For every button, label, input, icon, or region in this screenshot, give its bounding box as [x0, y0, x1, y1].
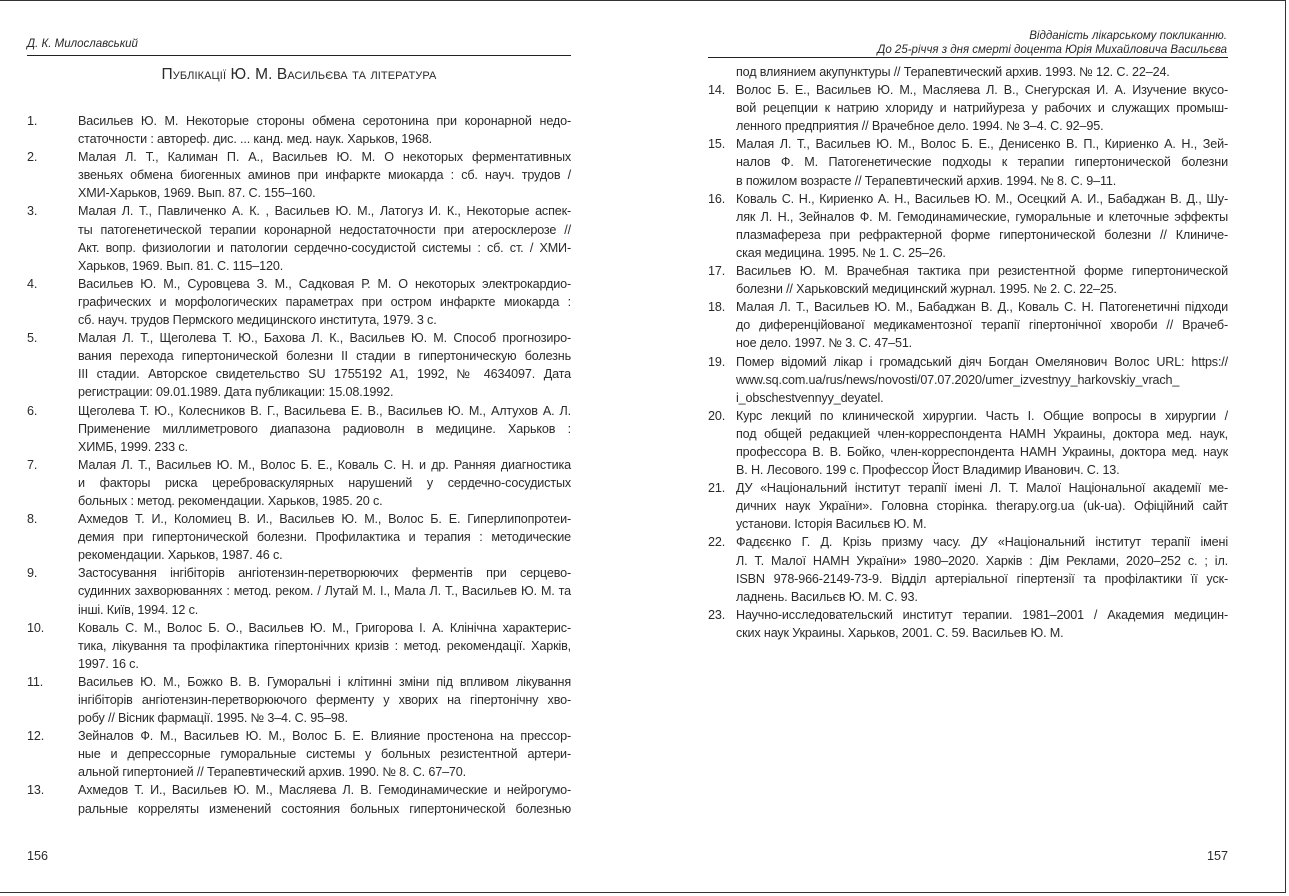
reference-item — [27, 673, 571, 727]
reference-text-line: Коваль С. М., Волос Б. О., Васильев Ю. М., Григорова І. А. Клінічна характерис- — [78, 620, 571, 635]
reference-text-line: вания перехода гипертонической болезни II стадии в гипертоническую болезнь — [78, 349, 571, 364]
reference-text-line: Курс лекций по клинической хирургии. Часть І. Общие вопросы в хирургии / — [736, 408, 1228, 423]
reference-text-line: Малая Л. Т., Щеголева Т. Ю., Бахова Л. К., Васильев Ю. М. Способ прогнозиро- — [78, 331, 571, 346]
reference-text-line: ладнень. Васильєв Ю. М. С. 93. — [736, 589, 918, 604]
reference-number: 6. — [27, 403, 38, 418]
reference-text-line: Васильев Ю. М. Некоторые стороны обмена серотонина при коронарной недо- — [78, 114, 571, 128]
reference-text-line: графических и морфологических параметрах при остром инфаркте миокарда : — [78, 294, 571, 309]
reference-item — [708, 81, 1228, 135]
reference-text-line: Васильев Ю. М., Суровцева З. М., Садковая Р. М. О некоторых электрокардио- — [78, 276, 571, 291]
reference-text-line: тика, лікування та профілактика гіпертонічних кризів : метод. рекомендації. Харків, — [78, 638, 571, 653]
reference-text-line: Зейналов Ф. М., Васильев Ю. М., Волос Б. Е. Влияние простенона на прессор- — [78, 729, 571, 744]
reference-item — [27, 510, 571, 564]
reference-item — [27, 275, 571, 329]
reference-text-line: www.sq.com.ua/rus/news/novosti/07.07.2020/umer_izvestnyy_harkovskiy_vrach_ — [736, 372, 1180, 387]
reference-text-line: ских наук Украины. Харьков, 2001. С. 59. Васильев Ю. М. — [736, 625, 1064, 640]
header-rule-right — [708, 57, 1228, 58]
reference-text-line: ская медицина. 1995. № 1. С. 25–26. — [736, 245, 946, 260]
reference-text-line: ленного предприятия // Врачебное дело. 1994. № 3–4. С. 92–95. — [736, 119, 1104, 134]
reference-item — [27, 329, 571, 401]
reference-text-line: альной гипертонией // Терапевтический архив. 1990. № 8. С. 67–70. — [78, 765, 466, 780]
reference-item — [27, 202, 571, 274]
reference-text-line: Застосування інгібіторів ангіотензин-перетворюючих ферментів при серцево- — [78, 566, 571, 581]
reference-text-line: Малая Л. Т., Васильев Ю. М., Волос Б. Е., Денисенко В. П., Кириенко А. Н., Зей- — [736, 137, 1228, 152]
reference-item — [708, 606, 1228, 642]
reference-text-line: III стадии. Авторское свидетельство SU 1755192 A1, 1992, № 4634097. Дата — [78, 367, 571, 382]
reference-text-line: ляк Л. Н., Зейналов Ф. М. Гемодинамические, гуморальные и клеточные эффекты — [736, 209, 1228, 224]
reference-text-line: звеньях обмена биогенных аминов при инфаркте миокарда : сб. науч. трудов / — [78, 168, 571, 183]
reference-text-line: Малая Л. Т., Павличенко А. К. , Васильев Ю. М., Латогуз И. К., Некоторые аспек- — [78, 204, 571, 219]
reference-text-line: інгібіторів ангіотензин-перетворюючого ферменту у хворих на гіпертонічну хво- — [78, 693, 571, 707]
reference-text-line: Ахмедов Т. И., Коломиец В. И., Васильев Ю. М., Волос Б. Е. Гиперлипопротеи- — [78, 512, 571, 527]
reference-item — [708, 63, 1228, 81]
running-head-right-line1: Відданість лікарському покликанню. — [1029, 30, 1227, 42]
reference-text-line: плазмафереза при рефрактерной форме гипертонической болезни // Клиниче- — [736, 227, 1228, 242]
reference-text-line: Волос Б. Е., Васильев Ю. М., Масляева Л. В., Снегурская И. А. Изучение вкусо- — [736, 83, 1228, 98]
reference-text-line: В. Н. Лесового. 199 с. Профессор Йост Владимир Иванович. С. 13. — [736, 463, 1120, 478]
reference-number: 18. — [708, 300, 726, 315]
page-number-right: 157 — [1207, 849, 1229, 863]
reference-item — [27, 456, 571, 510]
header-rule-left — [27, 55, 571, 56]
reference-number: 5. — [27, 331, 38, 346]
reference-list-left — [27, 112, 571, 818]
reference-number: 14. — [708, 83, 726, 98]
reference-item — [27, 781, 571, 817]
reference-item — [708, 407, 1228, 479]
reference-number: 1. — [27, 114, 38, 128]
reference-text-line: рекомендации. Харьков, 1987. 46 с. — [78, 548, 283, 563]
reference-text-line: под общей редакцией член-корреспондента НАМН Украины, доктора мед. наук, — [736, 426, 1228, 441]
reference-item — [27, 402, 571, 456]
reference-text-line: i_obschestvennyy_deyatel. — [736, 390, 884, 405]
reference-text-line: налов Ф. М. Патогенетические подходы к терапии гипертонической болезни — [736, 155, 1228, 170]
reference-text-line: Применение миллиметрового диапазона радиоволн в медицине. Харьков : — [78, 421, 571, 436]
reference-number: 8. — [27, 512, 38, 527]
reference-text-line: робу // Вісник фармації. 1995. № 3–4. С. 95–98. — [78, 711, 348, 726]
reference-item — [27, 148, 571, 202]
reference-item — [708, 262, 1228, 298]
reference-number: 2. — [27, 150, 38, 165]
reference-number: 12. — [27, 729, 45, 744]
reference-text-line: ХМИ-Харьков, 1969. Вып. 87. С. 155–160. — [78, 186, 316, 201]
reference-item — [708, 479, 1228, 533]
reference-number: 15. — [708, 137, 726, 152]
reference-text-line: ные и депрессорные гуморальные системы у больных резистентной артери- — [78, 747, 571, 762]
reference-text-line: Васильев Ю. М., Божко В. В. Гуморальні і клітинні зміни під впливом лікування — [78, 674, 571, 689]
reference-item — [27, 564, 571, 618]
reference-item — [708, 298, 1228, 352]
reference-number: 17. — [708, 264, 726, 279]
reference-number: 9. — [27, 566, 38, 581]
reference-text-line: Щеголева Т. Ю., Колесников В. Г., Васильева Е. В., Васильев Ю. М., Алтухов А. Л. — [78, 403, 571, 418]
reference-number: 23. — [708, 607, 726, 622]
reference-text-line: інші. Київ, 1994. 12 с. — [78, 602, 199, 617]
running-head-right-line2: До 25-річчя з дня смерті доцента Юрія Михайловича Васильєва — [877, 44, 1227, 56]
running-head-left: Д. К. Милославський — [27, 38, 138, 50]
reference-text-line: 1997. 16 с. — [78, 656, 139, 671]
reference-text-line: статочности : автореф. дис. ... канд. мед. наук. Харьков, 1968. — [78, 132, 433, 147]
reference-item — [27, 619, 571, 673]
reference-text-line: Малая Л. Т., Калиман П. А., Васильев Ю. М. О некоторых ферментативных — [78, 150, 571, 165]
reference-number: 4. — [27, 276, 38, 291]
page-title: Публікації Ю. М. Васильєва та література — [161, 66, 437, 83]
reference-number: 19. — [708, 354, 726, 369]
reference-item — [708, 533, 1228, 605]
reference-text-line: под влиянием акупунктуры // Терапевтический архив. 1993. № 12. С. 22–24. — [736, 65, 1170, 79]
reference-text-line: ДУ «Національний інститут терапії імені Л. Т. Малої Національної академії ме- — [736, 481, 1228, 496]
reference-text-line: ральные корреляты изменений состояния больных гипертонической болезнью — [78, 801, 571, 816]
reference-text-line: болезни // Харьковский медицинский журнал. 1995. № 2. С. 22–25. — [736, 282, 1117, 297]
reference-text-line: регистрации: 09.01.1989. Дата публикации: 15.08.1992. — [78, 385, 394, 400]
reference-text-line: дичних наук України». Головна сторінка. therapy.org.ua (uk-ua). Офіційний сайт — [736, 499, 1228, 514]
reference-item — [27, 727, 571, 781]
running-head-right — [877, 29, 1227, 57]
page-number-left: 156 — [27, 849, 49, 863]
reference-text-line: до диференційованої медикаментозної терапії гіпертонічної хвороби // Врачеб- — [736, 318, 1228, 333]
reference-text-line: и факторы риска цереброваскулярных нарушений у сердечно-сосудистых — [78, 475, 571, 490]
reference-number: 21. — [708, 481, 726, 496]
reference-text-line: Помер відомий лікар і громадський діяч Богдан Омелянович Волос URL: https:// — [736, 354, 1228, 369]
reference-text-line: судинних захворюваннях : метод. реком. / Лутай М. І., Мала Л. Т., Васильев Ю. М. та — [78, 584, 571, 599]
reference-text-line: ты патогенетической терапии коронарной недостаточности при атеросклерозе // — [78, 222, 571, 237]
reference-text-line: Васильев Ю. М. Врачебная тактика при резистентной форме гипертонической — [736, 264, 1228, 279]
reference-text-line: установи. Історія Васильєв Ю. М. — [736, 517, 927, 532]
reference-text-line: Л. Т. Малої НАМН України» 1980–2020. Харків : Дім Реклами, 2020–252 с. ; іл. — [736, 553, 1228, 568]
reference-item — [27, 112, 571, 148]
reference-number: 16. — [708, 191, 726, 206]
reference-text-line: демия при гипертонической болезни. Профилактика и терапия : методические — [78, 530, 571, 545]
reference-text-line: в пожилом возрасте // Терапевтический архив. 1994. № 8. С. 9–11. — [736, 173, 1117, 188]
reference-number: 11. — [27, 674, 44, 689]
reference-text-line: ное дело. 1997. № 3. С. 47–51. — [736, 336, 913, 351]
reference-text-line: больных : метод. рекомендации. Харьков, 1985. 20 с. — [78, 493, 383, 508]
reference-text-line: Коваль С. Н., Кириенко А. Н., Васильев Ю. М., Осецкий А. И., Бабаджан В. Д., Шу- — [736, 191, 1228, 206]
reference-number: 7. — [27, 457, 38, 472]
reference-text-line: ISBN 978-966-2149-73-9. Відділ артеріальної гіпертензії та профілактики її уск- — [736, 571, 1228, 586]
reference-item — [708, 353, 1228, 407]
reference-number: 22. — [708, 535, 726, 550]
reference-number: 13. — [27, 783, 45, 798]
reference-text-line: Акт. вопр. физиологии и патологии сердечно-сосудистой системы : сб. ст. / ХМИ- — [78, 240, 571, 255]
reference-text-line: сб. науч. трудов Пермского медицинского института, 1979. 3 с. — [78, 313, 437, 328]
reference-item — [708, 135, 1228, 189]
reference-list-right — [708, 63, 1228, 642]
reference-text-line: Малая Л. Т., Васильев Ю. М., Бабаджан В. Д., Коваль С. Н. Патогенетичні підходи — [736, 300, 1228, 315]
reference-text-line: ХИМБ, 1999. 233 с. — [78, 439, 188, 454]
reference-number: 10. — [27, 620, 45, 635]
reference-text-line: Харьков, 1969. Вып. 81. С. 115–120. — [78, 258, 284, 273]
reference-item — [708, 190, 1228, 262]
reference-text-line: вой рецепции к натрию хлориду и натрийуреза у рабочих и служащих промыш- — [736, 101, 1228, 116]
reference-text-line: Малая Л. Т., Васильев Ю. М., Волос Б. Е., Коваль С. Н. и др. Ранняя диагностика — [78, 457, 571, 472]
reference-number: 3. — [27, 204, 38, 219]
reference-number: 20. — [708, 408, 726, 423]
reference-text-line: профессора В. В. Бойко, член-корреспондента НАМН Украины, доктора мед. наук — [736, 444, 1228, 459]
reference-text-line: Ахмедов Т. И., Васильев Ю. М., Масляева Л. В. Гемодинамические и нейрогумо- — [78, 783, 571, 798]
reference-text-line: Научно-исследовательский институт терапии. 1981–2001 / Академия медицин- — [736, 607, 1228, 622]
reference-text-line: Фадєєнко Г. Д. Крізь призму часу. ДУ «Національний інститут терапії імені — [736, 535, 1228, 550]
